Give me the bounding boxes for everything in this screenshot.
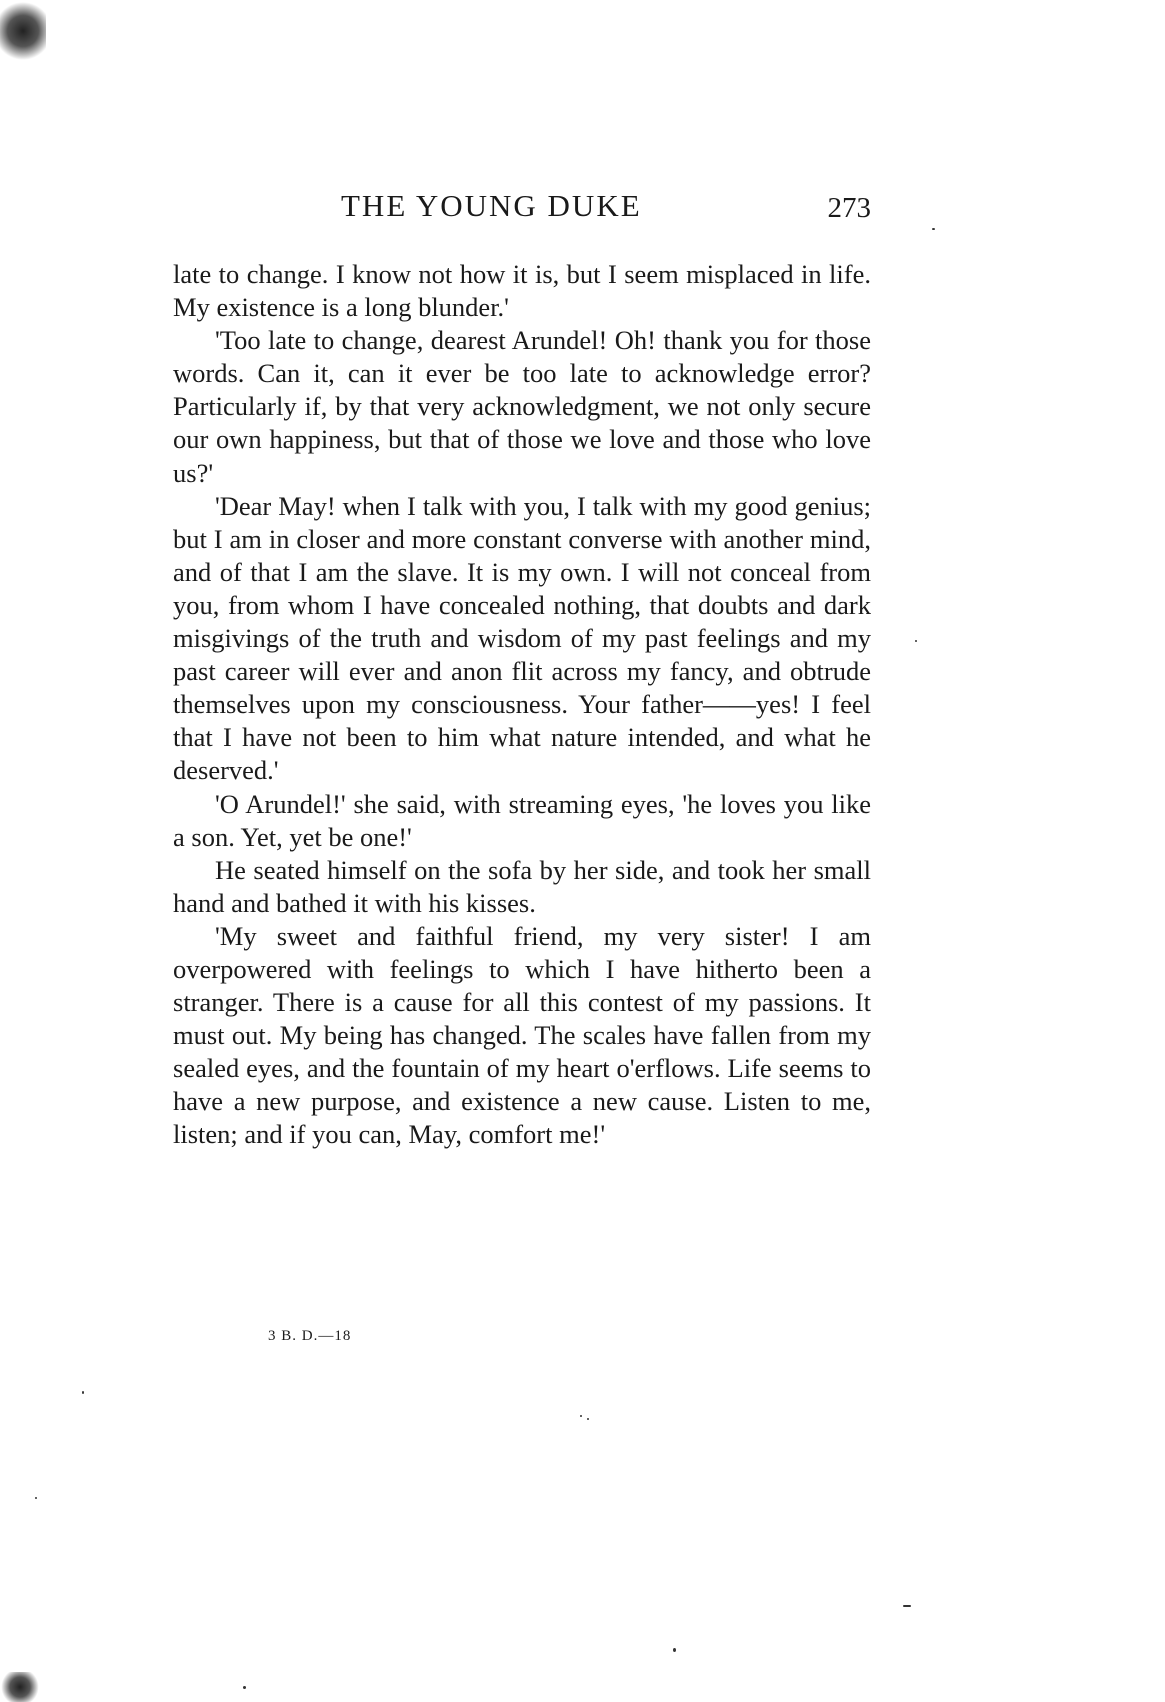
paper-speck — [673, 1648, 676, 1652]
running-head — [173, 188, 871, 228]
paragraph-3: 'Dear May! when I talk with you, I talk with my good genius; but I am in closer and more constant converse with another mind, and of that I am the slave. It is my own. I will not conceal from you, from whom I have concealed nothing, that doubts and dark misgivings of the truth and wisdom of my past feelings and my past career will ever and anon flit across my fancy, and obtrude themselves upon my consciousness. Your father——yes! I feel that I have not been to him what nature intended, and what he deserved.' — [173, 490, 871, 786]
paragraph-2: 'Too late to change, dearest Arundel! Oh! thank you for those words. Can it, can it ever be too late to acknowledge error? Particularly if, by that very acknowledgment, we not only secure our own happiness, but that of those we love and those who love us?' — [173, 325, 871, 488]
paper-speck — [35, 1497, 37, 1499]
page-number: 273 — [827, 192, 871, 224]
body-text — [173, 258, 871, 1152]
paper-speck — [580, 1415, 582, 1417]
paragraph-4: 'O Arundel!' she said, with streaming eyes, 'he loves you like a son. Yet, yet be one!' — [173, 788, 871, 852]
printer-signature: 3 B. D.—18 — [268, 1328, 352, 1344]
paper-speck — [903, 1605, 911, 1607]
paper-speck — [915, 640, 917, 642]
paper-speck — [587, 1418, 589, 1420]
running-title: THE YOUNG DUKE — [341, 188, 642, 223]
paragraph-1: late to change. I know not how it is, but I seem misplaced in life. My existence is a long blunder.' — [173, 259, 871, 323]
ink-smudge-top-left — [0, 0, 46, 62]
paper-speck — [932, 228, 935, 230]
ink-smudge-bottom-left — [0, 1672, 40, 1702]
paragraph-6: 'My sweet and faithful friend, my very sister! I am overpowered with feelings to which I have hitherto been a stranger. There is a cause for all this contest of my passions. It must out. My being has changed. The scales have fallen from my sealed eyes, and the fountain of my heart o'erflows. Life seems to have a new purpose, and existence a new cause. Listen to me, listen; and if you can, May, comfort me!' — [173, 920, 871, 1150]
paper-speck — [82, 1391, 84, 1394]
paper-speck — [243, 1686, 246, 1689]
paragraph-5: He seated himself on the sofa by her side, and took her small hand and bathed it with his kisses. — [173, 854, 871, 918]
